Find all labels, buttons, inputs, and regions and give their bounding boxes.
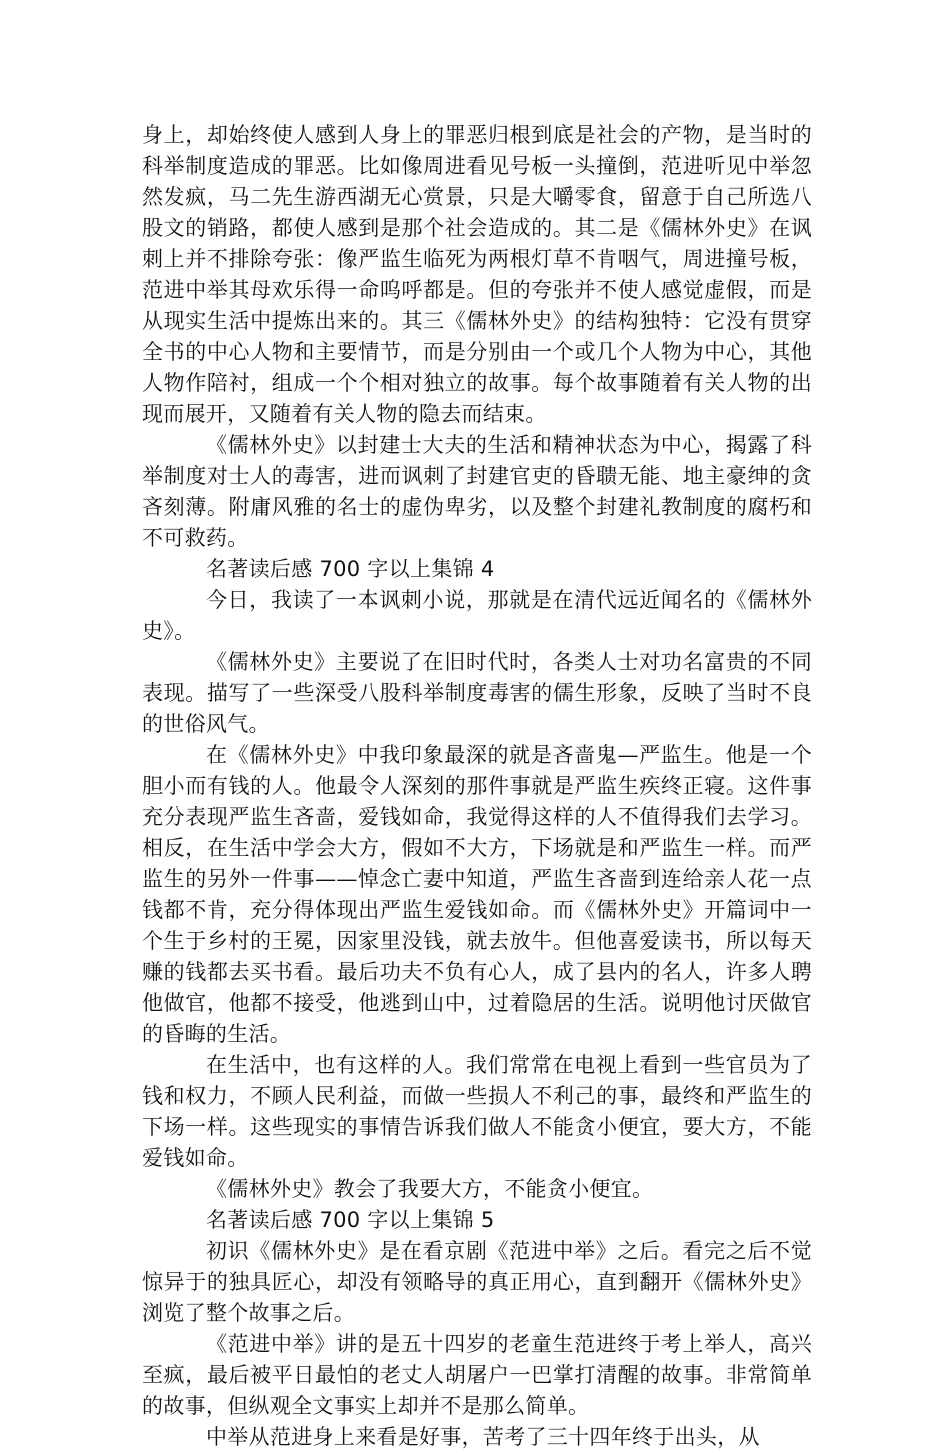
paragraph-9: 《范进中举》讲的是五十四岁的老童生范进终于考上举人，高兴至疯，最后被平日最怕的老丈人胡屠户一巴掌打清醒的故事。非常简单的故事，但纵观全文事实上却并不是那么简单。 bbox=[142, 1332, 812, 1418]
paragraph-5: 在《儒林外史》中我印象最深的就是吝啬鬼—严监生。他是一个胆小而有钱的人。他最令人深刻的那件事就是严监生疾终正寝。这件事充分表现严监生吝啬，爱钱如命，我觉得这样的人不值得我们去学习。相反，在生活中学会大方，假如不大方，下场就是和严监生一样。而严监生的另外一件事——悼念亡妻中知道，严监生吝啬到连给亲人花一点钱都不肯，充分得体现出严监生爱钱如命。而《儒林外史》开篇词中一个生于乡村的王冕，因家里没钱，就去放牛。但他喜爱读书，所以每天赚的钱都去买书看。最后功夫不负有心人，成了县内的名人，许多人聘他做官，他都不接受，他逃到山中，过着隐居的生活。说明他讨厌做官的昏晦的生活。 bbox=[142, 743, 812, 1046]
paragraph-8: 初识《儒林外史》是在看京剧《范进中举》之后。看完之后不觉惊异于的独具匠心，却没有领略导的真正用心，直到翻开《儒林外史》浏览了整个故事之后。 bbox=[142, 1239, 812, 1325]
paragraph-10: 中举从范进身上来看是好事，苦考了三十四年终于出头，从 bbox=[206, 1425, 760, 1449]
paragraph-7: 《儒林外史》教会了我要大方，不能贪小便宜。 bbox=[206, 1177, 654, 1201]
paragraph-2: 《儒林外史》以封建士大夫的生活和精神状态为中心，揭露了科举制度对士人的毒害，进而讽刺了封建官吏的昏聩无能、地主豪绅的贪吝刻薄。附庸风雅的名士的虚伪卑劣，以及整个封建礼教制度的腐朽和不可救药。 bbox=[142, 433, 812, 550]
document-body bbox=[142, 120, 812, 1453]
section-heading-5: 名著读后感 700 字以上集锦 5 bbox=[206, 1208, 495, 1232]
paragraph-4: 《儒林外史》主要说了在旧时代时，各类人士对功名富贵的不同表现。描写了一些深受八股科举制度毒害的儒生形象，反映了当时不良的世俗风气。 bbox=[142, 650, 812, 736]
paragraph-1: 身上，却始终使人感到人身上的罪恶归根到底是社会的产物，是当时的科举制度造成的罪恶。比如像周进看见号板一头撞倒，范进听见中举忽然发疯，马二先生游西湖无心赏景，只是大嚼零食，留意于自己所选八股文的销路，都使人感到是那个社会造成的。其二是《儒林外史》在讽刺上并不排除夸张：像严监生临死为两根灯草不肯咽气，周进撞号板，范进中举其母欢乐得一命呜呼都是。但的夸张并不使人感觉虚假，而是从现实生活中提炼出来的。其三《儒林外史》的结构独特：它没有贯穿全书的中心人物和主要情节，而是分别由一个或几个人物为中心，其他人物作陪衬，组成一个个相对独立的故事。每个故事随着有关人物的出现而展开，又随着有关人物的隐去而结束。 bbox=[142, 123, 812, 426]
paragraph-6: 在生活中，也有这样的人。我们常常在电视上看到一些官员为了钱和权力，不顾人民利益，而做一些损人不利己的事，最终和严监生的下场一样。这些现实的事情告诉我们做人不能贪小便宜，要大方，不能爱钱如命。 bbox=[142, 1053, 812, 1170]
paragraph-3: 今日，我读了一本讽刺小说，那就是在清代远近闻名的《儒林外史》。 bbox=[142, 588, 812, 643]
section-heading-4: 名著读后感 700 字以上集锦 4 bbox=[206, 557, 495, 581]
